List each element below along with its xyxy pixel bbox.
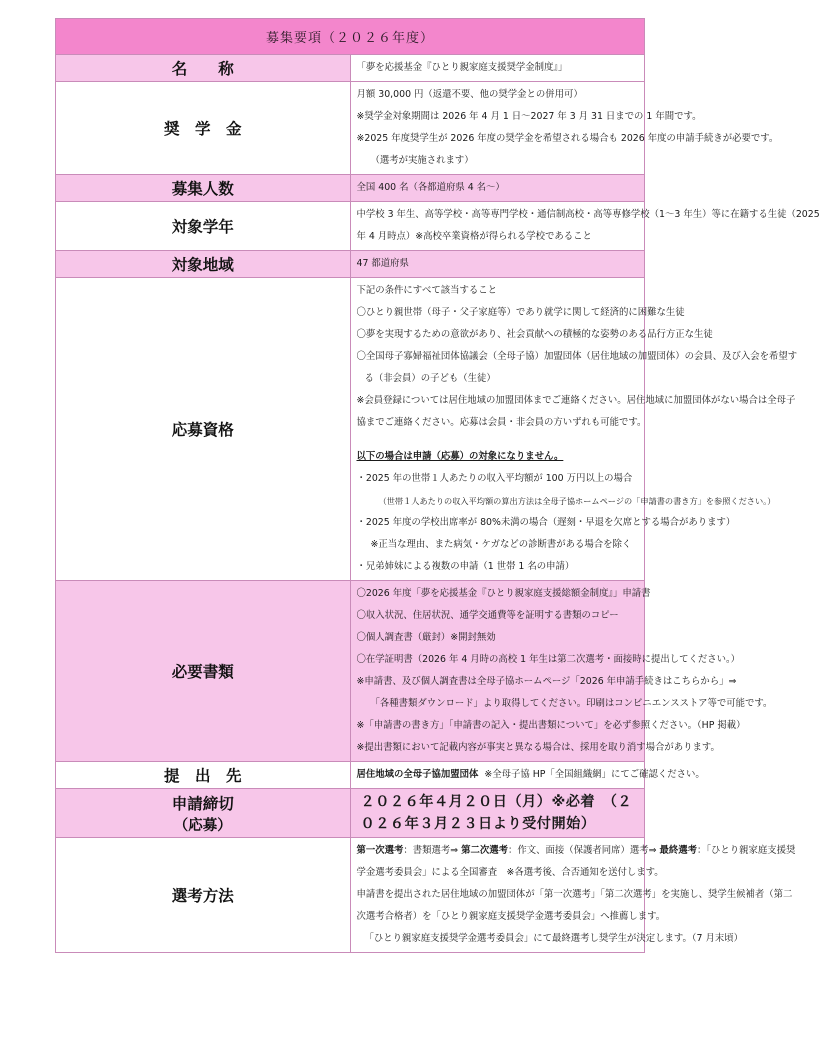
selection-line: 申請書を提出された居住地域の加盟団体が「第一次選考」「第二次選考」を実施し、奨学生候補者（第二 [356, 889, 793, 900]
label-region: 対象地域 [56, 251, 351, 278]
exclusion-item: ※正当な理由、また病気・ケガなどの診断書がある場合を除く [370, 539, 632, 550]
row-scholarship [56, 82, 645, 175]
selection-line: 「ひとり親家庭支援奨学金選考委員会」にて最終選考し奨学生が決定します。（7 月末頃） [364, 933, 744, 944]
document-line: ※「申請書の書き方」「申請書の記入・提出書類について」を必ず参照ください。（HP 掲載） [356, 720, 746, 731]
document-line: 〇2026 年度「夢を応援基金『ひとり親家庭支援総額金制度』」申請書 [356, 588, 651, 599]
submit-note: ※全母子協 HP「全国組織網」にてご確認ください。 [484, 769, 705, 780]
row-deadline [56, 789, 645, 838]
label-scholarship: 奨 学 金 [56, 82, 351, 175]
second-selection-desc: ：作文、面接（保護者同席）選考⇒ [508, 845, 657, 856]
eligibility-condition: 〇夢を実現するための意欲があり、社会貢献への積極的な姿勢のある品行方正な生徒 [356, 329, 713, 340]
region-text: 47 都道府県 [356, 258, 409, 269]
value-region [350, 251, 645, 278]
final-selection-desc: ：「ひとり親家庭支援奨 [696, 845, 796, 856]
label-name: 名 称 [56, 55, 351, 82]
row-name [56, 55, 645, 82]
label-count: 募集人数 [56, 175, 351, 202]
exclusion-item: ・2025 年の世帯１人あたりの収入平均額が 100 万円以上の場合 [356, 473, 633, 484]
row-grade [56, 202, 645, 251]
final-selection-label: 最終選考 [659, 845, 697, 856]
deadline-text: ２０２６年４月２０日（月）※必着 （２０２６年３月２３日より受付開始） [350, 789, 645, 838]
first-selection-label: 第一次選考 [356, 845, 404, 856]
row-count [56, 175, 645, 202]
row-eligibility [56, 278, 645, 581]
row-documents [56, 581, 645, 762]
row-submit [56, 762, 645, 789]
label-deadline [56, 789, 351, 838]
document-line: 〇収入状況、住居状況、通学交通費等を証明する書類のコピー [356, 610, 619, 621]
eligibility-condition: 〇ひとり親世帯（母子・父子家庭等）であり就学に関して経済的に困難な生徒 [356, 307, 685, 318]
document-line: 「各種書類ダウンロード」より取得してください。印刷はコンビニエンスストア等で可能です。 [370, 698, 773, 709]
document-line: 〇在学証明書（2026 年 4 月時の高校 1 年生は第二次選考・面接時に提出してください。） [356, 654, 740, 665]
deadline-label-sub: （応募） [173, 817, 232, 834]
eligibility-note: ※会員登録については居住地域の加盟団体までご連絡ください。居住地域に加盟団体がない場合は全母子 [356, 395, 796, 406]
page-title: 募集要項（２０２６年度） [56, 19, 645, 55]
value-count [350, 175, 645, 202]
selection-line: 次選考合格者）を「ひとり親家庭支援奨学金選考委員会」へ推薦します。 [356, 911, 666, 922]
spacer [357, 434, 639, 446]
eligibility-note: 協までご連絡ください。応募は会員・非会員の方いずれも可能です。 [356, 417, 647, 428]
count-text: 全国 400 名（各都道府県 4 名～） [356, 182, 505, 193]
exclusion-item: （世帯１人あたりの収入平均額の算出方法は全母子協ホームページの「申請書の書き方」を参照ください。） [378, 496, 776, 506]
exclusion-heading: 以下の場合は申請（応募）の対象になりません。 [356, 451, 564, 462]
submit-text [356, 764, 705, 786]
label-documents: 必要書類 [56, 581, 351, 762]
row-selection [56, 838, 645, 953]
selection-line [356, 840, 796, 862]
deadline-label-main: 申請締切 [171, 794, 234, 813]
scholarship-line: ※2025 年度奨学生が 2026 年度の奨学金を希望される場合も 2026 年度の申請手続きが必要です。 [356, 133, 779, 144]
value-scholarship [350, 82, 779, 175]
value-selection [350, 838, 796, 953]
scholarship-line: 月額 30,000 円（返還不要、他の奨学金との併用可） [356, 89, 583, 100]
row-region [56, 251, 645, 278]
label-eligibility: 応募資格 [56, 278, 351, 581]
document-line: ※提出書類において記載内容が事実と異なる場合は、採用を取り消す場合があります。 [356, 742, 720, 753]
name-text: 「夢を応援基金『ひとり親家庭支援奨学金制度』」 [356, 62, 568, 73]
document-line: ※申請書、及び個人調査書は全母子協ホームページ「2026 年申請手続きはこちらから」⇒ [356, 676, 737, 687]
eligibility-intro: 下記の条件にすべて該当すること [356, 285, 497, 296]
label-submit: 提 出 先 [56, 762, 351, 789]
value-documents [350, 581, 773, 762]
scholarship-line: ※奨学金対象期間は 2026 年 4 月 1 日～2027 年 3 月 31 日までの 1 年間です。 [356, 111, 702, 122]
grade-line: 中学校 3 年生、高等学校・高等専門学校・通信制高校・高等専修学校（1～3 年生）等に在籍する生徒（2025 [356, 209, 820, 220]
exclusion-item: ・2025 年度の学校出席率が 80%未満の場合（遅刻・早退を欠席とする場合があります） [356, 517, 736, 528]
label-selection: 選考方法 [56, 838, 351, 953]
scholarship-line: （選考が実施されます） [370, 155, 474, 166]
value-submit [350, 762, 705, 789]
value-eligibility [350, 278, 798, 581]
label-grade: 対象学年 [56, 202, 351, 251]
value-grade [350, 202, 820, 251]
grade-line: 年 4 月時点）※高校卒業資格が得られる学校であること [356, 231, 592, 242]
document-line: 〇個人調査書（厳封）※開封無効 [356, 632, 496, 643]
exclusion-item: ・兄弟姉妹による複数の申請（1 世帯 1 名の申請） [356, 561, 575, 572]
recruitment-guidelines [55, 18, 820, 953]
eligibility-condition: 〇全国母子寡婦福祉団体協議会（全母子協）加盟団体（居住地域の加盟団体）の会員、及び入会を希望す [356, 351, 798, 362]
selection-line: 学金選考委員会」による全国審査 ※各選考後、合否通知を送付します。 [356, 867, 664, 878]
first-selection-desc: ：書類選考⇒ [403, 845, 459, 856]
guidelines-table [55, 18, 820, 953]
title-row [56, 19, 645, 55]
submit-destination: 居住地域の全母子協加盟団体 [356, 769, 479, 780]
eligibility-condition: る（非会員）の子ども（生徒） [364, 373, 496, 384]
second-selection-label: 第二次選考 [461, 845, 508, 856]
value-name [350, 55, 645, 82]
